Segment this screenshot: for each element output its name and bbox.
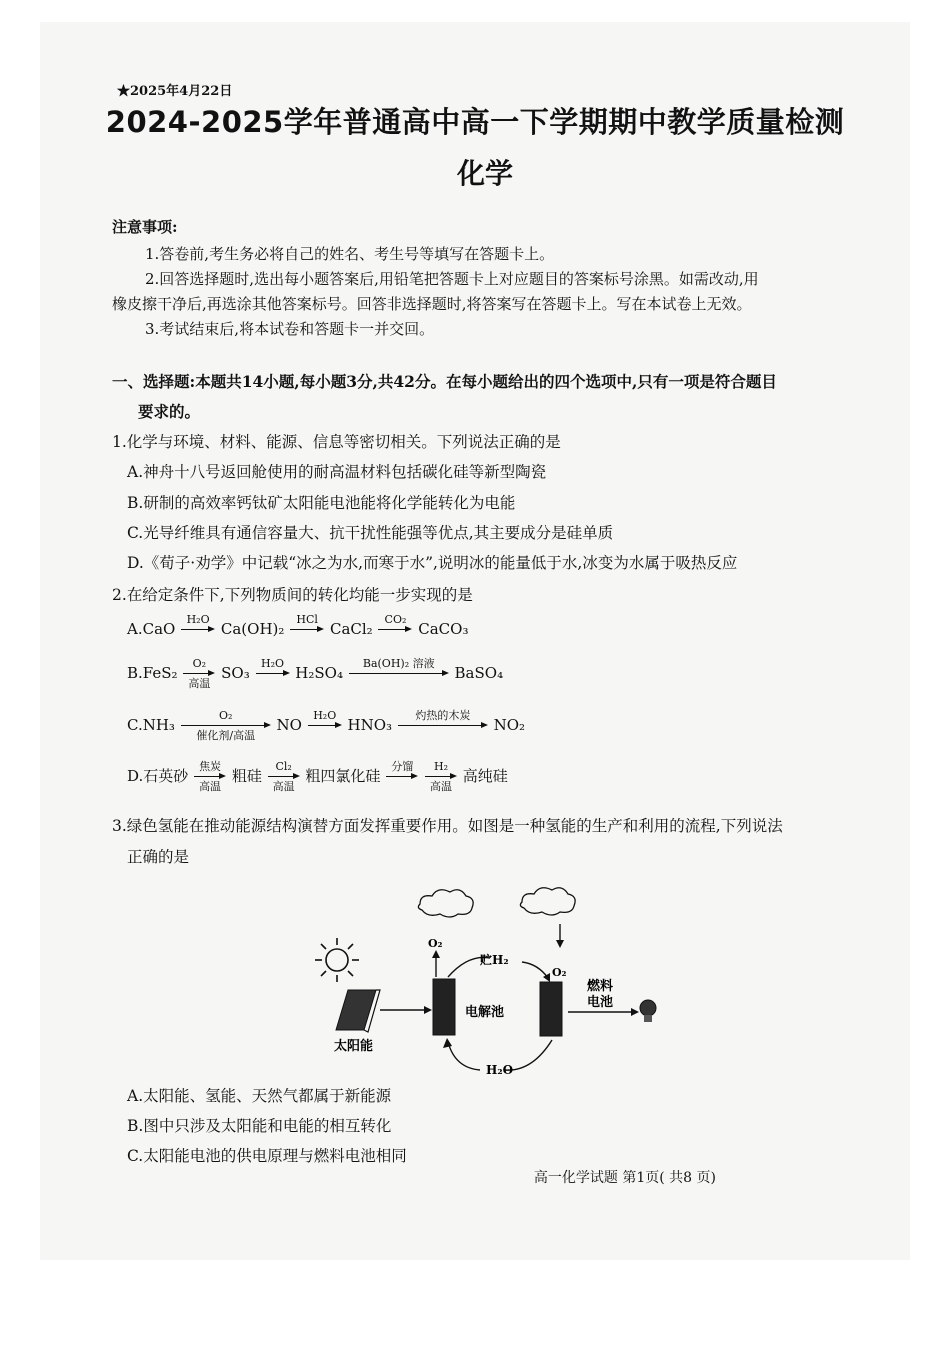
- arrow: [268, 773, 300, 781]
- species: H₂SO₄: [295, 664, 343, 682]
- species: Ca(OH)₂: [220, 620, 285, 638]
- section-heading: 一、选择题:本题共14小题,每小题3分,共42分。在每小题给出的四个选项中,只有一项是符合题目: [112, 372, 777, 391]
- solar-panel-icon: [336, 990, 380, 1032]
- solar-label: 太阳能: [334, 1039, 374, 1054]
- exam-date: ★2025年4月22日: [117, 84, 233, 99]
- section-heading-cont: 要求的。: [138, 402, 201, 421]
- cloud-icon-left: [418, 890, 473, 917]
- arrow: [425, 773, 457, 781]
- arrow: [378, 626, 412, 634]
- species: BaSO₄: [454, 664, 504, 682]
- condition: 高温: [188, 677, 211, 690]
- arrow: [181, 722, 271, 730]
- option-label: B.: [127, 664, 143, 682]
- cloud-icon-right: [520, 888, 575, 915]
- species: NO: [276, 716, 302, 734]
- h2-store-label: 贮H₂: [480, 953, 509, 967]
- q2-option-c: [127, 710, 525, 742]
- hydrogen-energy-flow-diagram: [300, 882, 680, 1082]
- exam-title: 2024-2025学年普通高中高一下学期期中教学质量检测: [105, 105, 845, 139]
- species: 高纯硅: [462, 767, 508, 785]
- species: 石英砂: [143, 767, 189, 785]
- species: SO₃: [221, 664, 250, 682]
- condition: 灼热的木炭: [415, 709, 471, 722]
- condition: Cl₂: [275, 760, 292, 773]
- species: 粗硅: [231, 767, 262, 785]
- condition: O₂: [219, 709, 233, 722]
- arrow: [386, 773, 418, 781]
- fuel-cell-label-2: 电池: [587, 995, 614, 1010]
- notice-item-3: 3.考试结束后,将本试卷和答题卡一并交回。: [145, 320, 435, 338]
- q3-option-b: B.图中只涉及太阳能和电能的相互转化: [127, 1117, 392, 1135]
- electrolysis-cell-icon: [433, 979, 455, 1035]
- q1-option-a: A.神舟十八号返回舱使用的耐高温材料包括碳化硅等新型陶瓷: [127, 463, 547, 481]
- condition: CO₂: [384, 613, 407, 626]
- option-label: C.: [127, 716, 143, 734]
- q2-stem: 2.在给定条件下,下列物质间的转化均能一步实现的是: [112, 586, 473, 604]
- light-bulb-icon: [640, 1000, 656, 1022]
- q3-option-a: A.太阳能、氢能、天然气都属于新能源: [127, 1087, 392, 1105]
- species: FeS₂: [142, 664, 178, 682]
- notice-item-2b: 橡皮擦干净后,再选涂其他答案标号。回答非选择题时,将答案写在答题卡上。写在本试卷上无效。: [112, 295, 752, 313]
- page-footer: 高一化学试题 第1页( 共8 页): [533, 1170, 716, 1186]
- species: 粗四氯化硅: [305, 767, 381, 785]
- species: CaCl₂: [329, 620, 373, 638]
- q3-stem-cont: 正确的是: [127, 848, 190, 866]
- species: NO₂: [493, 716, 526, 734]
- q3-stem: 3.绿色氢能在推动能源结构演替方面发挥重要作用。如图是一种氢能的生产和利用的流程,下列说法: [112, 817, 783, 835]
- condition: 高温: [272, 780, 295, 793]
- q2-option-a: [127, 614, 468, 646]
- option-label: A.: [127, 620, 143, 638]
- fuel-cell-label: 燃料: [587, 979, 614, 994]
- species: HNO₃: [347, 716, 393, 734]
- notice-item-1: 1.答卷前,考生务必将自己的姓名、考生号等填写在答题卡上。: [145, 245, 555, 263]
- arrow: [398, 722, 488, 730]
- arrow: [194, 773, 226, 781]
- exam-subject: 化学: [456, 157, 513, 190]
- species: CaO: [142, 620, 176, 638]
- condition: O₂: [192, 657, 207, 670]
- condition: 焦炭: [199, 760, 222, 773]
- condition: 高温: [199, 780, 222, 793]
- condition: 催化剂/高温: [196, 729, 256, 742]
- species: NH₃: [142, 716, 175, 734]
- sun-icon: [315, 938, 359, 982]
- arrow: [183, 670, 215, 678]
- water-label: H₂O: [486, 1063, 514, 1077]
- condition: Ba(OH)₂ 溶液: [362, 657, 435, 670]
- notice-heading: 注意事项:: [112, 218, 178, 236]
- arrow: [256, 670, 290, 678]
- condition: H₂O: [260, 657, 285, 670]
- condition: H₂: [433, 760, 448, 773]
- q2-option-d: [127, 761, 508, 793]
- arrow: [290, 626, 324, 634]
- electrolysis-label: 电解池: [465, 1005, 505, 1020]
- condition: H₂O: [186, 613, 210, 626]
- q1-stem: 1.化学与环境、材料、能源、信息等密切相关。下列说法正确的是: [112, 433, 561, 451]
- arrow: [349, 670, 449, 678]
- q1-option-b: B.研制的高效率钙钛矿太阳能电池能将化学能转化为电能: [127, 494, 516, 512]
- o2-left-label: O₂: [428, 937, 443, 950]
- condition: 分馏: [391, 760, 414, 773]
- species: CaCO₃: [418, 620, 469, 638]
- option-label: D.: [127, 767, 144, 785]
- q1-option-d: D.《荀子·劝学》中记载“冰之为水,而寒于水”,说明冰的能量低于水,冰变为水属于吸热反应: [127, 554, 738, 572]
- arrow: [308, 722, 342, 730]
- q1-option-c: C.光导纤维具有通信容量大、抗干扰性能强等优点,其主要成分是硅单质: [127, 524, 614, 542]
- o2-right-label: O₂: [552, 966, 567, 979]
- q2-option-b: [127, 658, 503, 690]
- notice-item-2a: 2.回答选择题时,选出每小题答案后,用铅笔把答题卡上对应题目的答案标号涂黑。如需改动,用: [145, 270, 759, 288]
- condition: HCl: [296, 613, 318, 626]
- q3-option-c: C.太阳能电池的供电原理与燃料电池相同: [127, 1147, 407, 1165]
- arrow: [181, 626, 215, 634]
- condition: H₂O: [313, 709, 337, 722]
- fuel-cell-icon: [540, 982, 562, 1036]
- condition: 高温: [430, 780, 452, 793]
